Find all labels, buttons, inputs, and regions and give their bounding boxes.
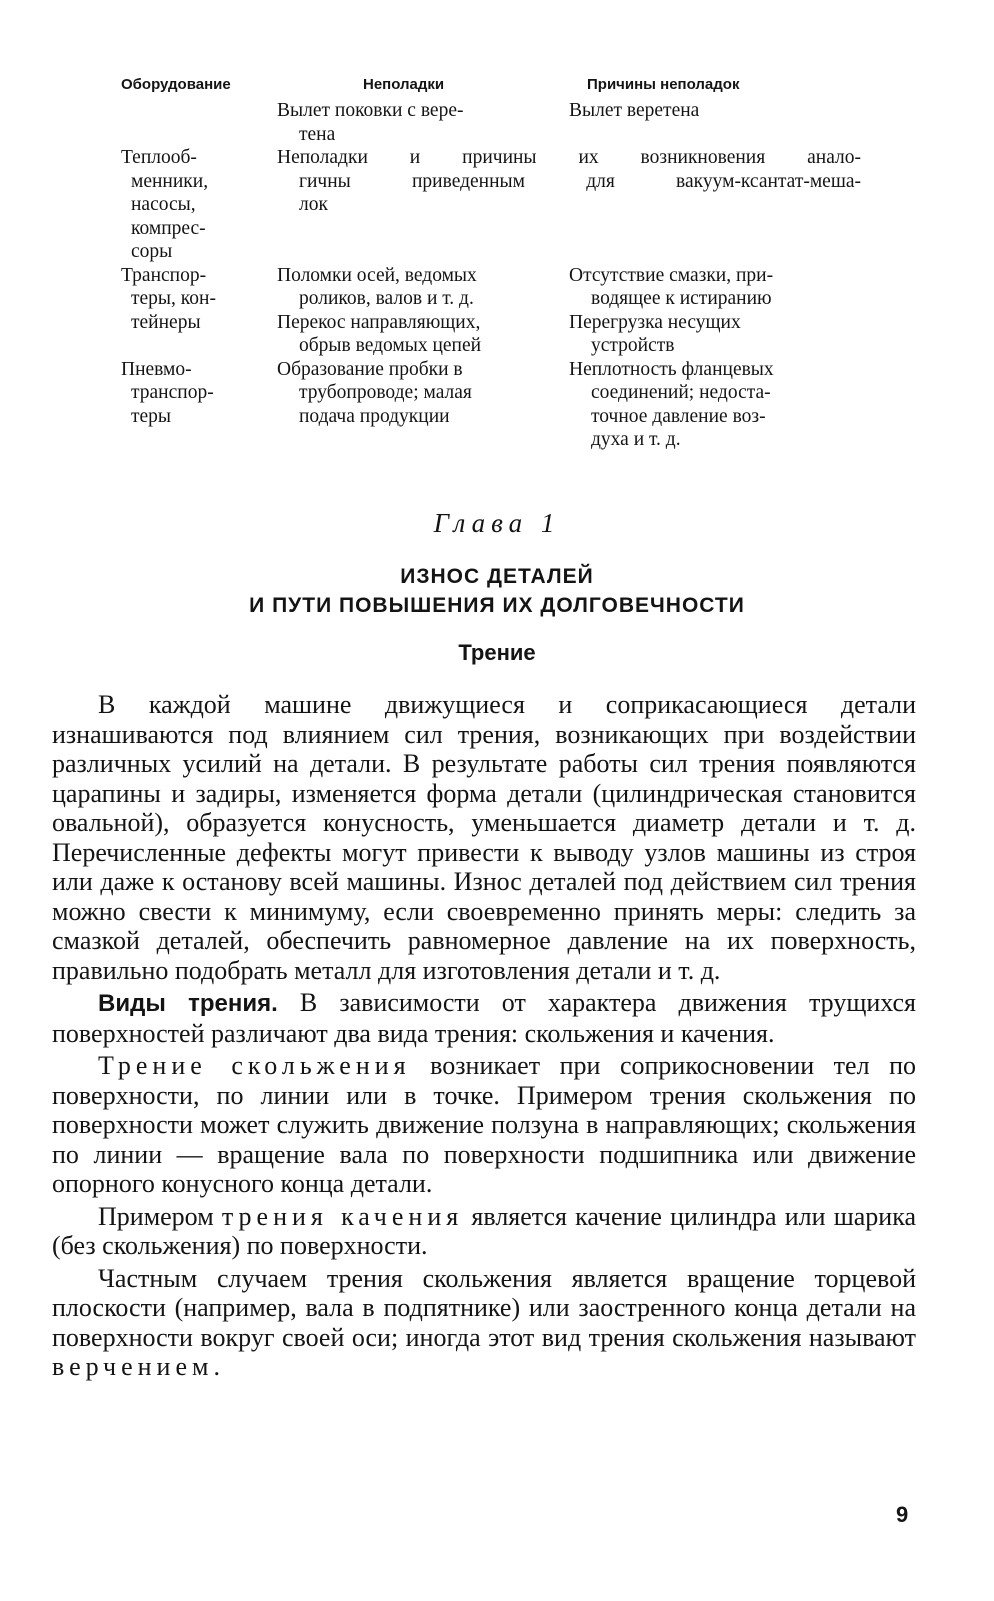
problem-line: тена (299, 123, 336, 145)
spaced-term: трения качения (221, 1201, 464, 1231)
problem-line: подача продукции (299, 405, 450, 427)
paragraph-text: В зависимости от характера движения трущихся поверхностей различают два вида трения: скольжения и качения. (52, 988, 917, 1048)
chapter-label: Глава 1 (433, 508, 561, 538)
paragraph-text: Частным случаем трения скольжения является вращение торцевой плоскости (например, вала в подпятнике) или заостренного конца детали на поверхности вокруг своей оси; иногда этот вид трения скольжения называют (52, 1263, 916, 1352)
paragraph: В каждой машине движущиеся и соприкасающиеся детали изнашиваются под влиянием сил трения, возникающих при воздействии различных усилий на детали. В результате работы сил трения появляются царапины и задиры, изменяется форма детали (цилиндрическая становится овальной), образуется конусность, уменьшается диаметр детали и т. д. Перечисленные дефекты могут привести к выводу узлов машины из строя или даже к останову всей машины. Износ деталей под действием сил трения можно свести к минимуму, если своевременно принять меры: следить за смазкой деталей, обеспечить равномерное давление на их поверхность, правильно подобрать металл для изготовления детали и т. д. (52, 690, 916, 985)
page-number: 9 (896, 1502, 909, 1527)
equipment-cell (121, 358, 277, 452)
cause-line: Вылет веретена (569, 100, 700, 121)
table-header-row (121, 72, 861, 99)
chapter-title-line: ИЗНОС ДЕТАЛЕЙ (400, 565, 594, 588)
equipment-line: тейнеры (131, 311, 201, 333)
equipment-line: транспор- (131, 382, 214, 403)
note-line: Неполадки и причины их возникновения анало- (277, 147, 861, 168)
problem-line: Перекос направляющих, (277, 311, 481, 333)
cause-line: духа и т. д. (591, 429, 681, 450)
body-text (52, 690, 916, 1385)
table-row (121, 264, 861, 358)
run-in-heading: Виды трения. (98, 990, 278, 1017)
problem-line: обрыв ведомых цепей (299, 335, 482, 356)
equipment-line: насосы, (131, 194, 196, 215)
cause-cell (569, 358, 861, 452)
equipment-line: теры, кон- (131, 288, 216, 309)
spaced-term: Трение скольжения (98, 1051, 411, 1080)
spaced-term: верчением (52, 1352, 214, 1381)
paragraph (52, 1202, 916, 1261)
table-row (121, 146, 861, 264)
cause-line: Перегрузка несущих (569, 311, 741, 333)
problem-cell (277, 358, 569, 452)
paragraph (52, 1051, 916, 1199)
section-title: Трение (458, 640, 536, 665)
problem-cell (277, 99, 569, 146)
equipment-cell (121, 264, 277, 358)
equipment-cell (121, 99, 277, 146)
paragraph-text: является качение цилиндра или шарика (без скольжения) по поверхности. (52, 1201, 916, 1260)
cause-line: устройств (591, 335, 675, 356)
cause-line: Отсутствие смазки, при- (569, 264, 774, 286)
cause-line: соединений; недоста- (591, 382, 771, 403)
paragraph-text: возникает при соприкосновении тел по поверхности, по линии или в точке. Примером трения скольжения по поверхности может служить движение ползуна в направляющих; скольжения по линии — вращение вала по поверхности подшипника или движение опорного конусного конца детали. (52, 1051, 917, 1198)
header-problems: Неполадки (363, 76, 445, 93)
equipment-line: соры (131, 241, 173, 262)
equipment-line: теры (131, 405, 172, 427)
problem-line: Поломки осей, ведомых (277, 264, 477, 286)
equipment-faults-table (121, 72, 861, 452)
table-row (121, 358, 861, 452)
problem-cell (277, 264, 569, 358)
cause-line: точное давление воз- (591, 405, 766, 427)
header-causes: Причины неполадок (587, 76, 740, 93)
chapter-title (0, 562, 994, 620)
equipment-line: менники, (131, 170, 209, 192)
paragraph (52, 1264, 916, 1382)
merged-note-cell (277, 146, 861, 264)
note-line: гичны приведенным для вакуум-ксантат-меша- (299, 170, 861, 192)
equipment-line: Пневмо- (121, 358, 192, 380)
equipment-line: компрес- (131, 217, 206, 239)
equipment-line: Транспор- (121, 264, 207, 286)
problem-line: Вылет поковки с вере- (277, 100, 464, 121)
cause-cell (569, 99, 861, 146)
equipment-line: Теплооб- (121, 147, 197, 168)
problem-line: Образование пробки в (277, 358, 463, 380)
problem-line: роликов, валов и т. д. (299, 288, 474, 309)
table-row (121, 99, 861, 146)
note-line: лок (299, 194, 328, 215)
cause-cell (569, 264, 861, 358)
problem-line: трубопроводе; малая (299, 382, 472, 403)
paragraph-text: . (213, 1352, 220, 1381)
paragraph (52, 988, 916, 1048)
cause-line: Неплотность фланцевых (569, 358, 774, 380)
header-equipment: Оборудование (121, 76, 231, 93)
paragraph-text: Примером (98, 1201, 222, 1231)
chapter-title-line: И ПУТИ ПОВЫШЕНИЯ ИХ ДОЛГОВЕЧНОСТИ (249, 594, 745, 617)
cause-line: водящее к истиранию (591, 288, 772, 309)
equipment-cell (121, 146, 277, 264)
